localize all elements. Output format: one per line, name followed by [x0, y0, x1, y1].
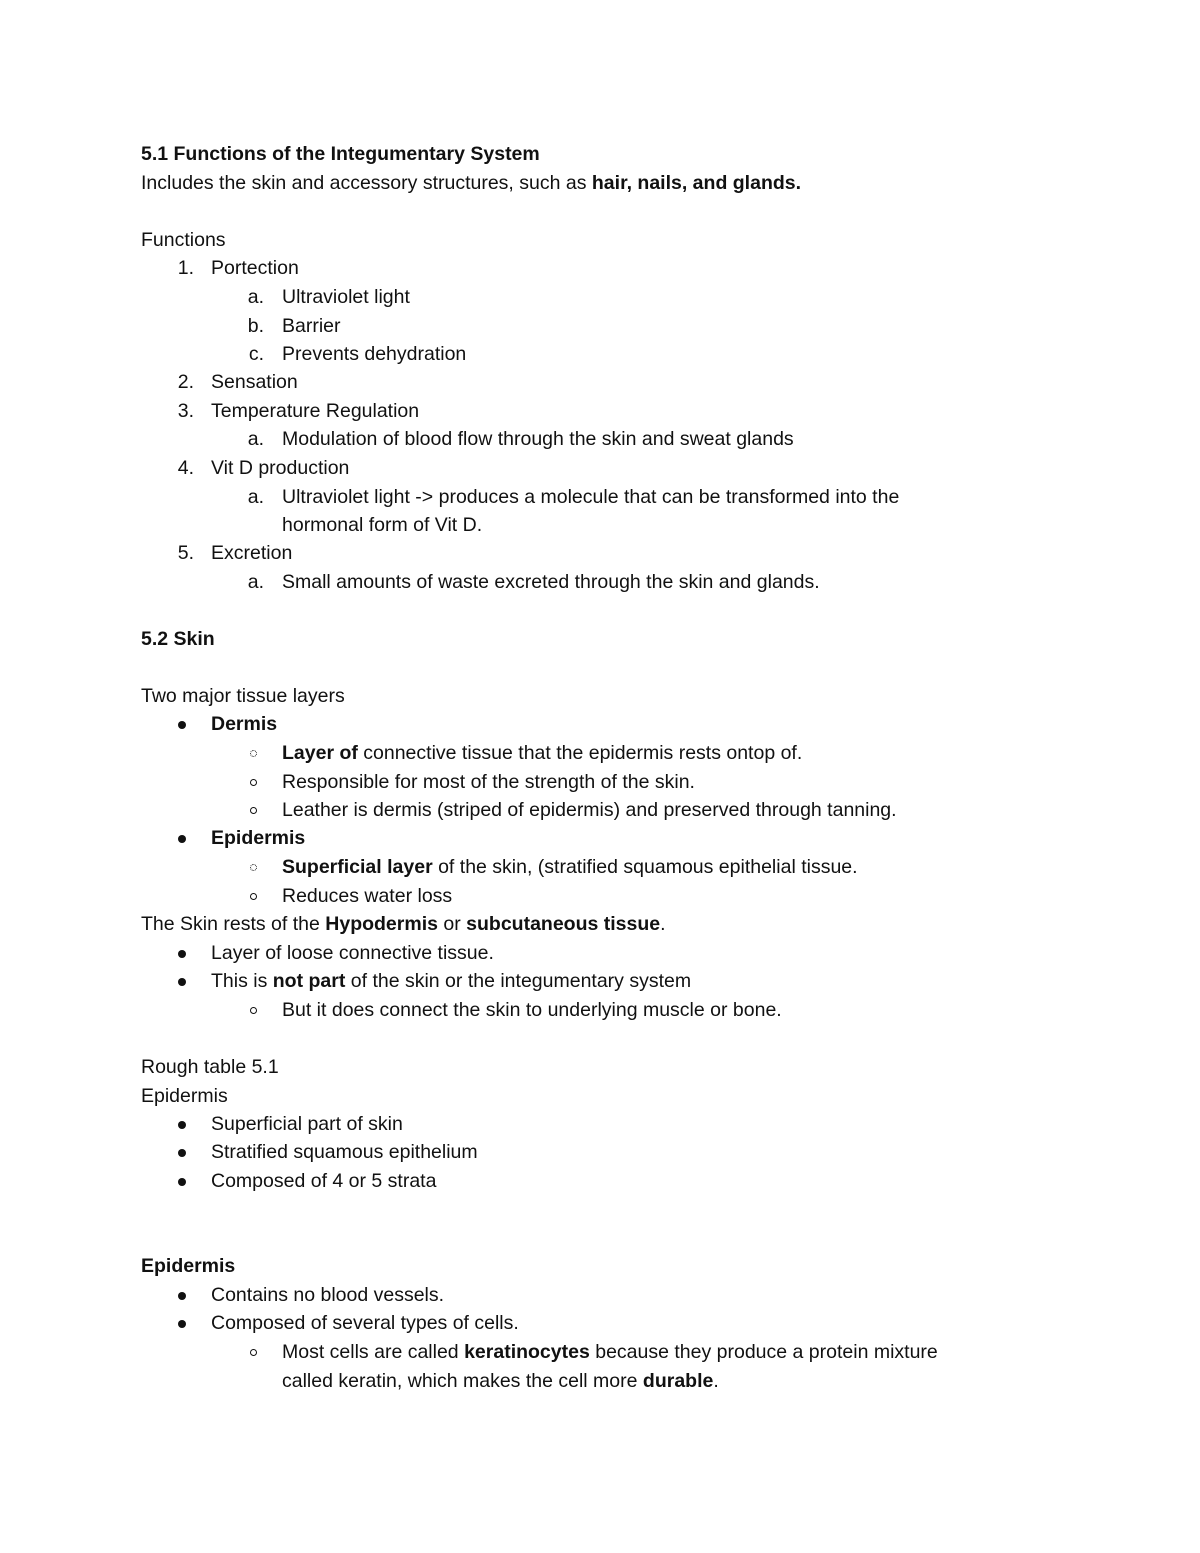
text: of the skin, (stratified squamous epithelial tissue.: [432, 856, 858, 878]
list-number: 1.: [177, 257, 194, 279]
list-item: Excretion: [211, 542, 293, 564]
list-subitem: Ultraviolet light: [282, 286, 410, 308]
bullet-dot: [178, 978, 186, 986]
text: This is: [211, 970, 273, 992]
list-subitem: Reduces water loss: [282, 885, 453, 907]
text: because they produce a protein mixture: [589, 1341, 938, 1363]
intro-text: Includes the skin and accessory structures, such as: [141, 172, 592, 194]
bullet-ring: [250, 779, 257, 786]
list-letter: b.: [247, 315, 264, 337]
list-item: Sensation: [211, 371, 298, 393]
list-letter: a.: [247, 571, 264, 593]
text: .: [713, 1370, 719, 1392]
rough-table-title: Rough table 5.1: [141, 1056, 279, 1078]
text: connective tissue that the epidermis rests ontop of.: [357, 742, 803, 764]
list-subitem: Leather is dermis (striped of epidermis) and preserved through tanning.: [282, 799, 897, 821]
bullet-ring: [250, 864, 257, 871]
list-number: 5.: [177, 542, 194, 564]
bold-text: durable: [642, 1370, 714, 1392]
list-item: Composed of 4 or 5 strata: [211, 1170, 437, 1192]
list-letter: c.: [248, 343, 264, 365]
text: called keratin, which makes the cell more: [282, 1370, 643, 1392]
bullet-dot: [178, 1121, 186, 1129]
list-subitem-continued: hormonal form of Vit D.: [282, 514, 483, 536]
list-item: Stratified squamous epithelium: [211, 1141, 478, 1163]
list-number: 3.: [177, 400, 194, 422]
bullet-dot: [178, 1149, 186, 1157]
paragraph: Two major tissue layers: [141, 685, 345, 707]
text: .: [660, 913, 666, 935]
list-subitem: But it does connect the skin to underlying muscle or bone.: [282, 999, 782, 1021]
list-item: [211, 969, 691, 993]
list-item: Composed of several types of cells.: [211, 1312, 519, 1334]
list-item-epidermis: Epidermis: [211, 827, 306, 849]
bold-text: not part: [272, 970, 346, 992]
section-heading-5-1: 5.1 Functions of the Integumentary System: [141, 143, 540, 165]
paragraph: [141, 912, 666, 936]
list-subitem: Responsible for most of the strength of the skin.: [282, 771, 695, 793]
bullet-dot: [178, 1320, 186, 1328]
list-letter: a.: [247, 428, 264, 450]
bullet-ring: [250, 893, 257, 900]
bullet-ring: [250, 1349, 257, 1356]
list-subitem: [282, 741, 802, 765]
bold-text: keratinocytes: [464, 1341, 590, 1363]
bullet-ring: [250, 1007, 257, 1014]
bullet-dot: [178, 721, 186, 729]
rough-table-subtitle: Epidermis: [141, 1085, 228, 1107]
list-subitem: Ultraviolet light -> produces a molecule that can be transformed into the: [282, 486, 900, 508]
bullet-ring: [250, 750, 257, 757]
list-letter: a.: [247, 486, 264, 508]
list-item: Layer of loose connective tissue.: [211, 942, 494, 964]
list-subitem-continued: [282, 1369, 719, 1393]
bullet-dot: [178, 1292, 186, 1300]
bold-text: subcutaneous tissue: [466, 913, 661, 935]
bullet-ring: [250, 807, 257, 814]
list-subitem: Small amounts of waste excreted through the skin and glands.: [282, 571, 820, 593]
functions-label: Functions: [141, 229, 226, 251]
intro-bold: hair, nails, and glands.: [591, 172, 802, 194]
list-item-dermis: Dermis: [211, 713, 278, 735]
list-item: Vit D production: [211, 457, 350, 479]
bold-text: Superficial layer: [282, 856, 433, 878]
list-subitem: [282, 1340, 938, 1364]
list-subitem: [282, 855, 858, 879]
list-subitem: Modulation of blood flow through the skin and sweat glands: [282, 428, 794, 450]
text: of the skin or the integumentary system: [345, 970, 692, 992]
epidermis-heading: Epidermis: [141, 1255, 236, 1277]
section-heading-5-2: 5.2 Skin: [141, 628, 215, 650]
bullet-dot: [178, 950, 186, 958]
bold-text: Hypodermis: [325, 913, 438, 935]
list-item: Portection: [211, 257, 299, 279]
list-item: Temperature Regulation: [211, 400, 420, 422]
list-subitem: Barrier: [282, 315, 341, 337]
text: or: [437, 913, 467, 935]
list-number: 2.: [177, 371, 194, 393]
list-item: Superficial part of skin: [211, 1113, 403, 1135]
text: The Skin rests of the: [141, 913, 326, 935]
text: Most cells are called: [282, 1341, 465, 1363]
list-item: Contains no blood vessels.: [211, 1284, 445, 1306]
list-number: 4.: [177, 457, 194, 479]
bullet-dot: [178, 835, 186, 843]
bullet-dot: [178, 1178, 186, 1186]
list-subitem: Prevents dehydration: [282, 343, 467, 365]
list-letter: a.: [247, 286, 264, 308]
bold-text: Layer of: [282, 742, 358, 764]
intro-line: [141, 171, 801, 195]
